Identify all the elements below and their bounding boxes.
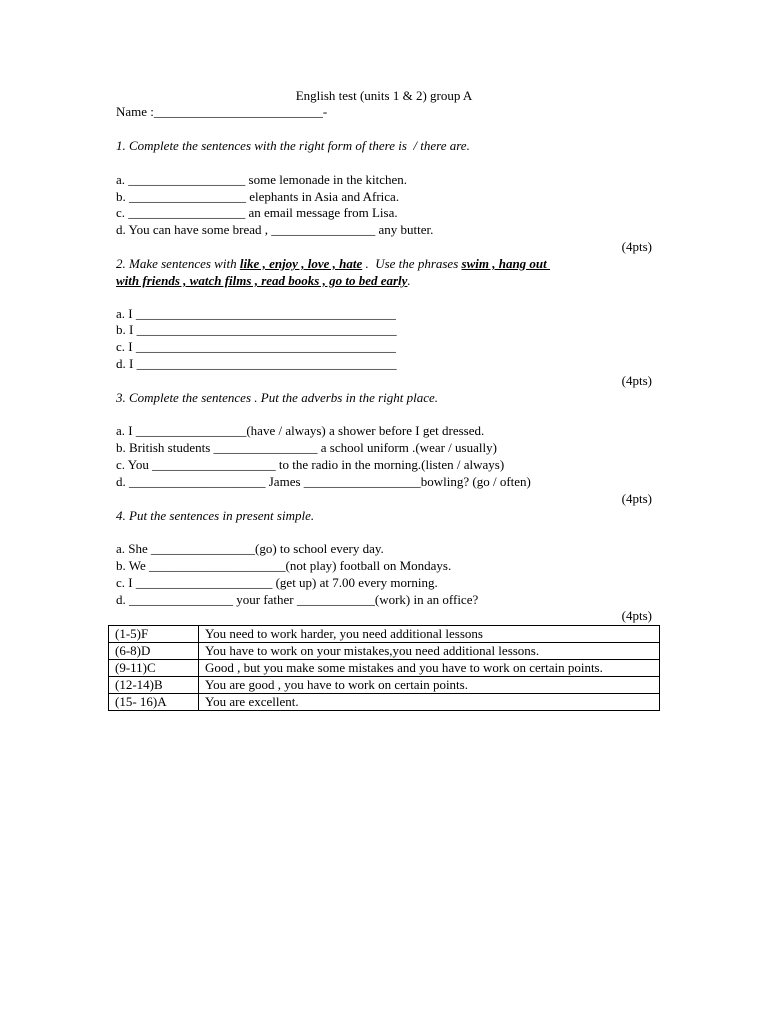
grade-range: (15- 16)A <box>109 694 199 711</box>
q2-instr-end: . <box>407 273 411 288</box>
q1-item-d: d. You can have some bread , ________________ any butter. <box>116 222 434 237</box>
grade-comment: Good , but you make some mistakes and you have to work on certain points. <box>199 660 660 677</box>
q1-item-a: a. __________________ some lemonade in the kitchen. <box>116 172 408 187</box>
grade-range: (6-8)D <box>109 643 199 660</box>
q3-instruction: 3. Complete the sentences . Put the adverbs in the right place. <box>116 390 439 405</box>
q4-item-c: c. I _____________________ (get up) at 7.00 every morning. <box>116 575 438 590</box>
q2-instr-start: 2. Make sentences with <box>116 256 240 271</box>
q2-points: (4pts) <box>621 373 652 388</box>
q2-phrases-part1: swim , hang out <box>461 256 551 271</box>
q3-points: (4pts) <box>621 491 652 506</box>
q1-points: (4pts) <box>621 239 652 254</box>
grade-comment: You are good , you have to work on certain points. <box>199 677 660 694</box>
grade-comment: You have to work on your mistakes,you need additional lessons. <box>199 643 660 660</box>
q4-item-a: a. She ________________(go) to school every day. <box>116 541 384 556</box>
q2-instruction-line1 <box>116 256 550 272</box>
test-title: English test (units 1 & 2) group A <box>295 88 473 103</box>
grade-range: (12-14)B <box>109 677 199 694</box>
q2-instruction-line2 <box>116 273 411 289</box>
q3-item-d: d. _____________________ James __________________bowling? (go / often) <box>116 474 531 489</box>
grading-table <box>108 625 660 711</box>
q2-phrases-part2: with friends , watch films , read books , go to bed early <box>116 273 408 288</box>
q4-item-d: d. ________________ your father ____________(work) in an office? <box>116 592 479 607</box>
grade-range: (9-11)C <box>109 660 199 677</box>
grade-range: (1-5)F <box>109 626 199 643</box>
q3-item-a: a. I _________________(have / always) a shower before I get dressed. <box>116 423 485 438</box>
table-row <box>109 660 660 677</box>
table-row <box>109 626 660 643</box>
q2-verbs: like , enjoy , love , hate <box>239 256 363 271</box>
q2-instr-mid: . Use the phrases <box>362 256 462 271</box>
q2-item-c: c. I ________________________________________ <box>116 339 396 354</box>
name-line: Name :__________________________- <box>116 104 328 119</box>
q2-item-d: d. I ________________________________________ <box>116 356 397 371</box>
q1-item-b: b. __________________ elephants in Asia and Africa. <box>116 189 400 204</box>
q4-item-b: b. We _____________________(not play) football on Mondays. <box>116 558 452 573</box>
q2-item-a: a. I ________________________________________ <box>116 306 396 321</box>
q1-item-c: c. __________________ an email message from Lisa. <box>116 205 398 220</box>
q4-instruction: 4. Put the sentences in present simple. <box>116 508 315 523</box>
table-row <box>109 694 660 711</box>
grade-comment: You are excellent. <box>199 694 660 711</box>
q3-item-c: c. You ___________________ to the radio in the morning.(listen / always) <box>116 457 505 472</box>
grade-comment: You need to work harder, you need additional lessons <box>199 626 660 643</box>
q1-instruction: 1. Complete the sentences with the right form of there is / there are. <box>116 138 470 153</box>
table-row <box>109 643 660 660</box>
q3-item-b: b. British students ________________ a school uniform .(wear / usually) <box>116 440 497 455</box>
q2-item-b: b. I ________________________________________ <box>116 322 397 337</box>
q4-points: (4pts) <box>621 608 652 623</box>
table-row <box>109 677 660 694</box>
